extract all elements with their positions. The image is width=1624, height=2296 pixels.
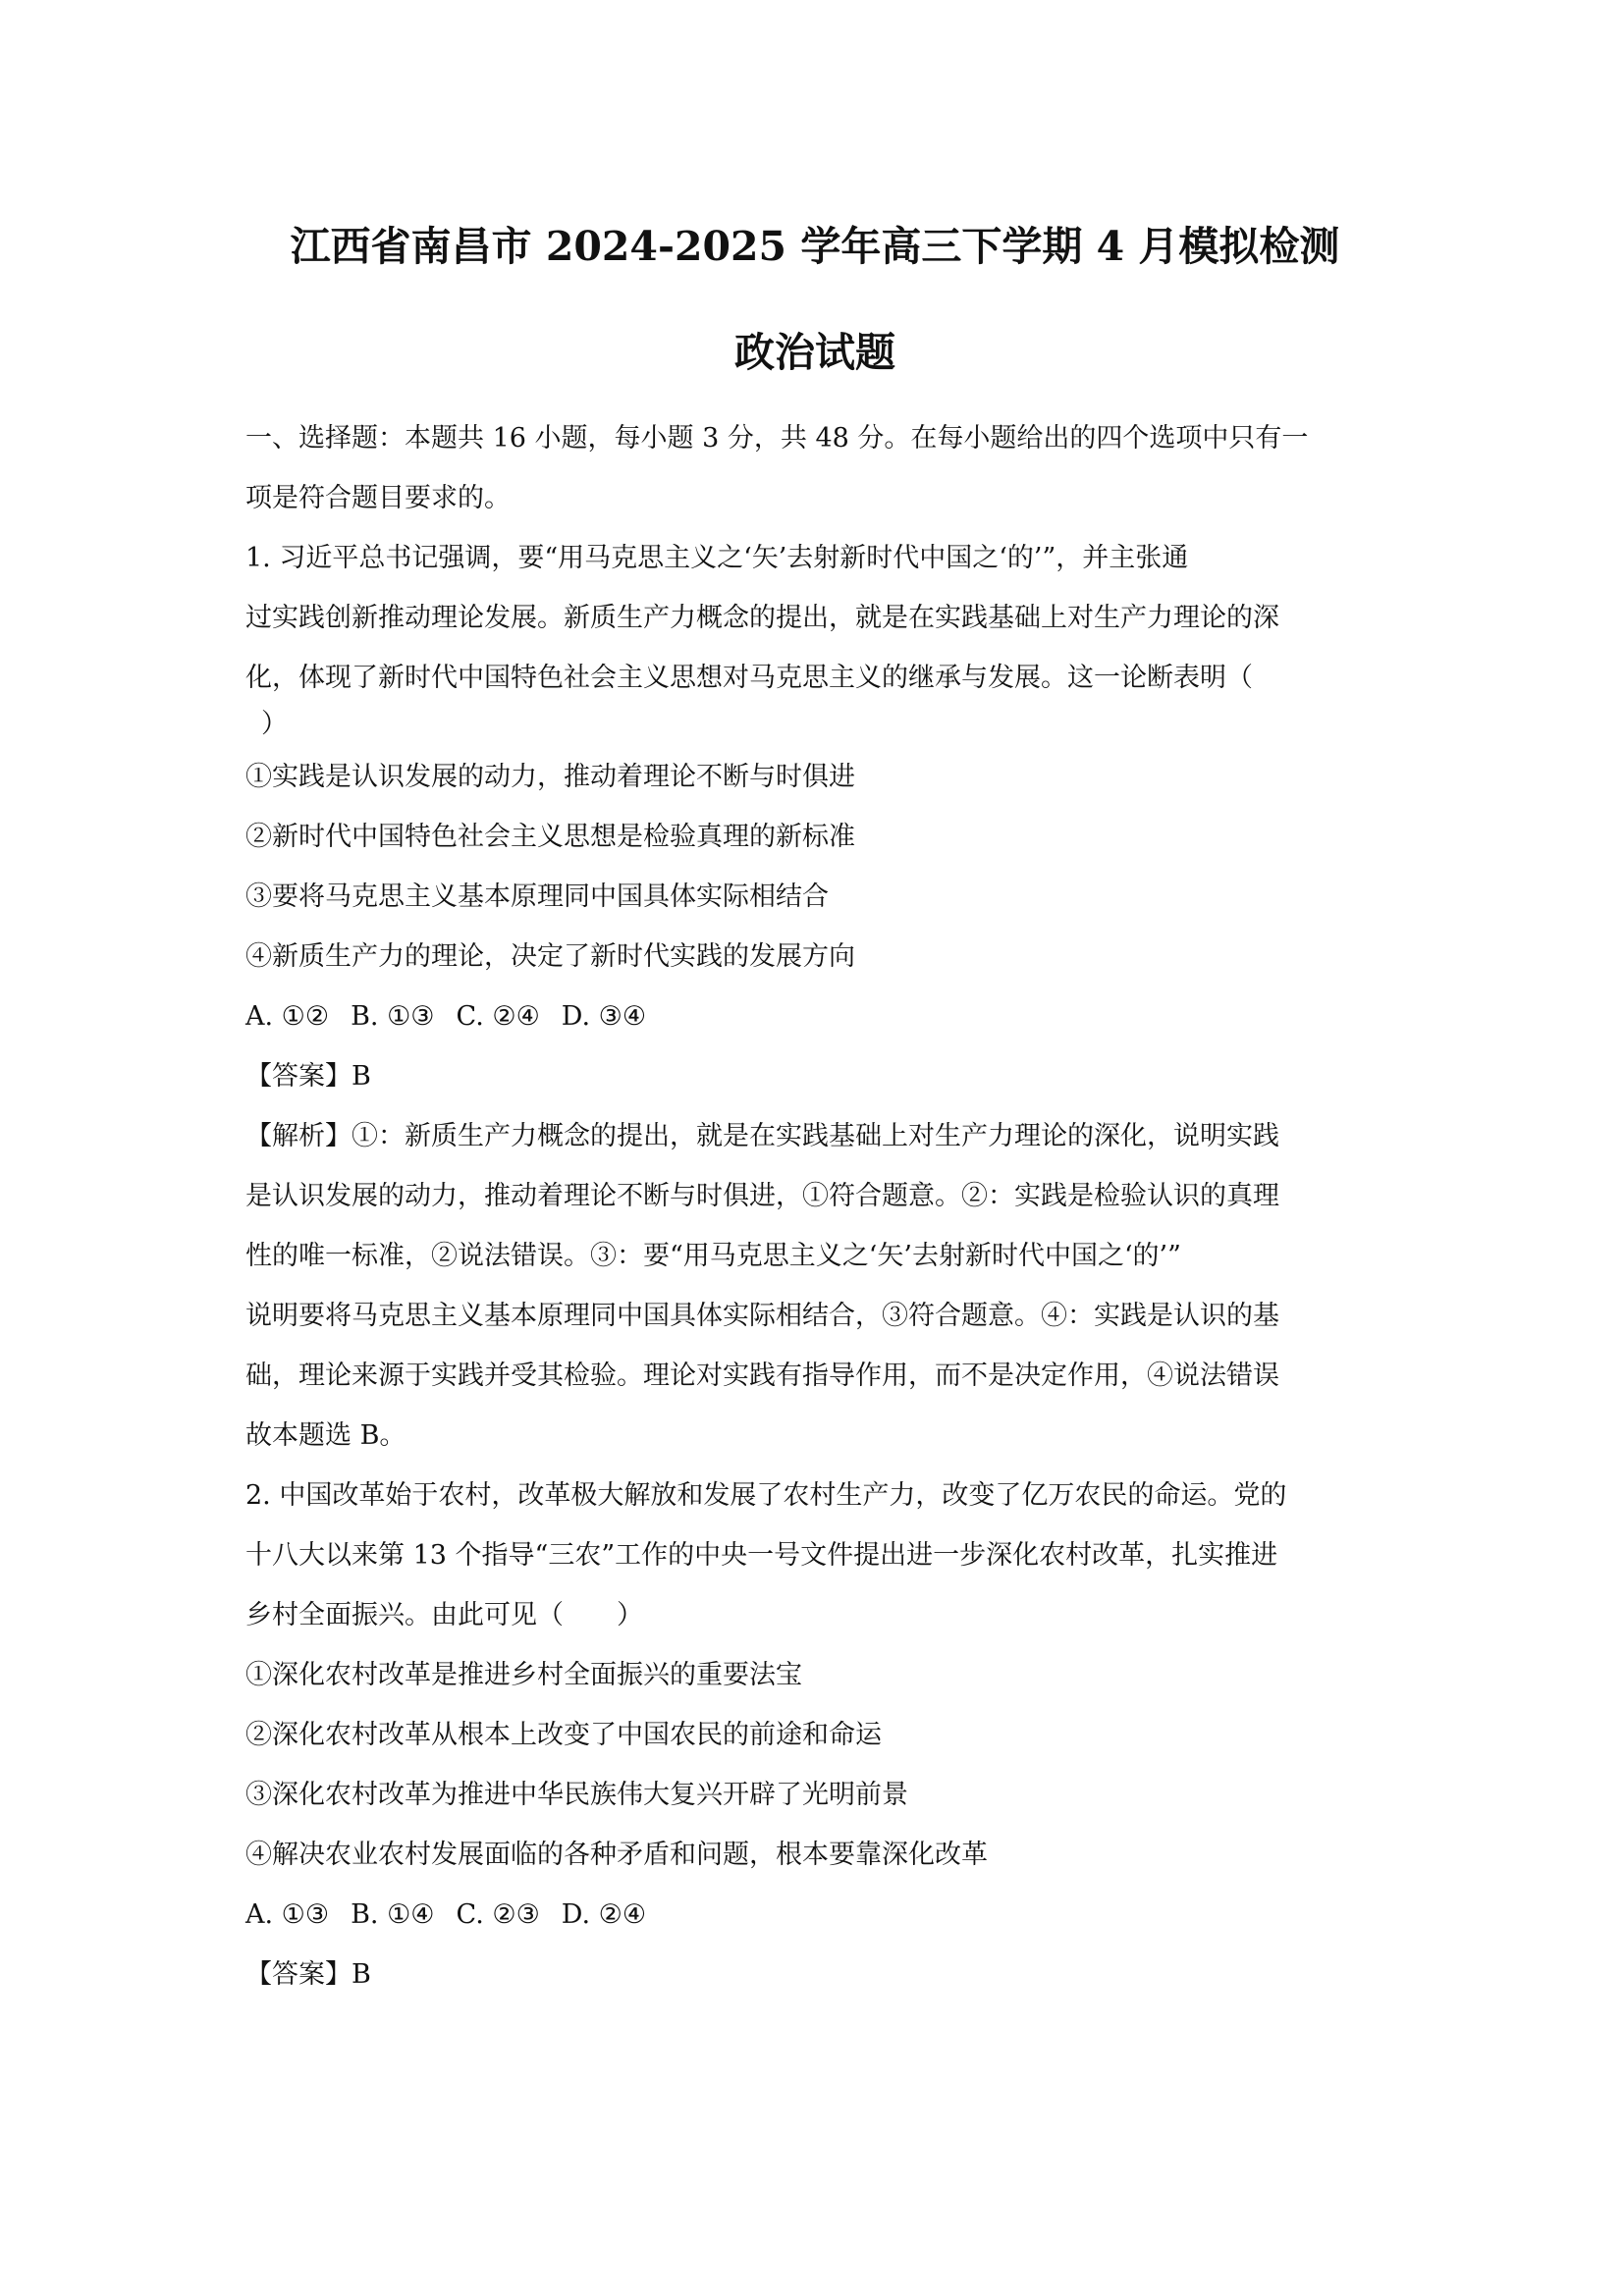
statement: ①实践是认识发展的动力，推动着理论不断与时俱进 [245, 762, 855, 792]
option-d: D. ③④ [561, 1001, 647, 1032]
statement: ④解决农业农村发展面临的各种矛盾和问题，根本要靠深化改革 [245, 1840, 988, 1870]
answer: 【答案】B [245, 1959, 371, 1990]
option-d: D. ②④ [561, 1899, 647, 1930]
question-stem-line: 2. 中国改革始于农村，改革极大解放和发展了农村生产力，改变了亿万农民的命运。党的 [245, 1480, 1287, 1511]
document-body [245, 408, 1384, 2004]
analysis-line: 故本题选 B。 [245, 1420, 406, 1451]
option-c: C. ②④ [456, 1001, 540, 1032]
statement: ②新时代中国特色社会主义思想是检验真理的新标准 [245, 822, 855, 852]
options-row [245, 987, 1384, 1046]
option-b: B. ①④ [351, 1899, 435, 1930]
option-a: A. ①③ [245, 1899, 330, 1930]
statement: ②深化农村改革从根本上改变了中国农民的前途和命运 [245, 1720, 882, 1750]
intro-line: 一、选择题：本题共 16 小题，每小题 3 分，共 48 分。在每小题给出的四个选项中只有一 [245, 423, 1309, 454]
analysis-line: 【解析】①：新质生产力概念的提出，就是在实践基础上对生产力理论的深化，说明实践 [245, 1121, 1279, 1151]
statement: ③深化农村改革为推进中华民族伟大复兴开辟了光明前景 [245, 1780, 908, 1810]
analysis-line: 说明要将马克思主义基本原理同中国具体实际相结合，③符合题意。④：实践是认识的基 [245, 1301, 1279, 1331]
options-row [245, 1885, 1384, 1945]
intro-line: 项是符合题目要求的。 [245, 483, 511, 513]
question-2 [245, 1466, 1384, 2004]
option-c: C. ②③ [456, 1899, 540, 1930]
question-stem-tail: ） [261, 709, 288, 739]
option-b: B. ①③ [351, 1001, 435, 1032]
analysis-line: 础，理论来源于实践并受其检验。理论对实践有指导作用，而不是决定作用，④说法错误 [245, 1361, 1279, 1391]
option-a: A. ①② [245, 1001, 330, 1032]
answer: 【答案】B [245, 1061, 371, 1092]
question-stem-line: 过实践创新推动理论发展。新质生产力概念的提出，就是在实践基础上对生产力理论的深 [245, 603, 1279, 633]
question-stem-line: 乡村全面振兴。由此可见（ ） [245, 1600, 643, 1630]
question-stem-line: 1. 习近平总书记强调，要“用马克思主义之‘矢’去射新时代中国之‘的’”，并主张通 [245, 543, 1189, 573]
question-stem-line: 化，体现了新时代中国特色社会主义思想对马克思主义的继承与发展。这一论断表明（ [245, 663, 1253, 693]
document-page [245, 218, 1384, 2004]
analysis-line: 性的唯一标准，②说法错误。③：要“用马克思主义之‘矢’去射新时代中国之‘的’” [245, 1241, 1181, 1271]
statement: ③要将马克思主义基本原理同中国具体实际相结合 [245, 881, 829, 912]
section-intro [245, 408, 1384, 528]
question-1 [245, 528, 1384, 1466]
statement: ④新质生产力的理论，决定了新时代实践的发展方向 [245, 941, 855, 972]
question-stem-line: 十八大以来第 13 个指导“三农”工作的中央一号文件提出进一步深化农村改革，扎实推进 [245, 1540, 1278, 1571]
document-subtitle: 政治试题 [734, 329, 895, 376]
document-title: 江西省南昌市 2024-2025 学年高三下学期 4 月模拟检测 [290, 223, 1340, 270]
statement: ①深化农村改革是推进乡村全面振兴的重要法宝 [245, 1660, 802, 1690]
analysis-line: 是认识发展的动力，推动着理论不断与时俱进，①符合题意。②：实践是检验认识的真理 [245, 1181, 1279, 1211]
